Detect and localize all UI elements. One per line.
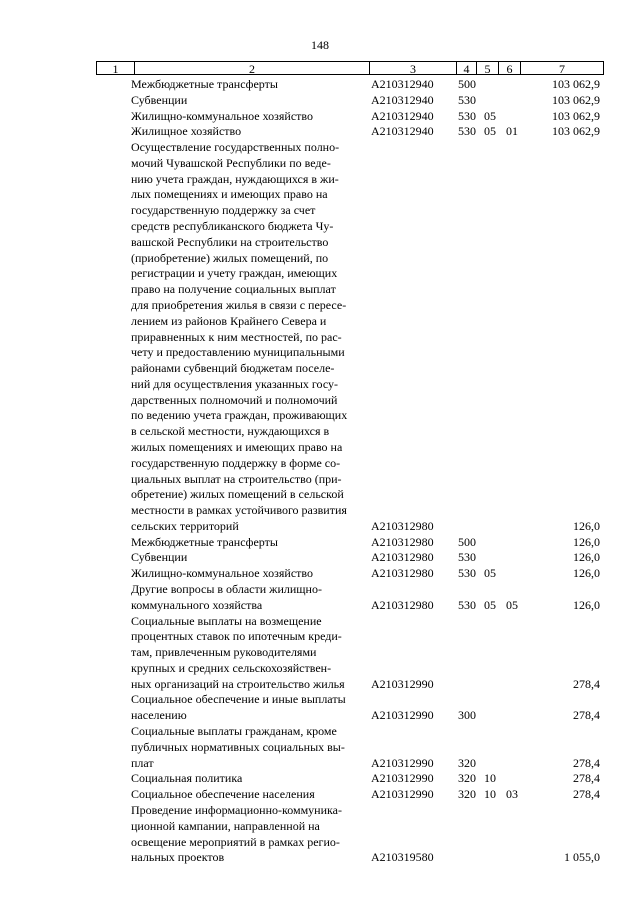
row-col-6: 01 (506, 124, 518, 139)
row-name-line: плат (131, 755, 154, 770)
row-name-line: районами субвенций бюджетам поселе- (131, 361, 335, 376)
header-col-4: 4 (456, 61, 476, 75)
row-name-line: местности в рамках устойчивого развития (131, 503, 347, 518)
row-col-4: 320 (458, 755, 476, 770)
page-number: 148 (311, 38, 329, 52)
row-amount: 103 062,9 (552, 77, 600, 91)
row-name-line: ционной кампании, направленной на (131, 818, 320, 833)
row-col-5: 10 (484, 787, 496, 802)
header-col-6: 6 (498, 61, 520, 75)
row-col-5: 05 (484, 597, 496, 612)
row-amount: 103 062,9 (552, 108, 600, 123)
row-name-line: крупных и средних сельскохозяйствен- (131, 660, 332, 675)
table-row (0, 582, 640, 614)
row-name (131, 140, 364, 535)
row-code: А210312990 (371, 708, 434, 723)
row-name-line: вашской Республики на строительство (131, 234, 329, 249)
header-col-5: 5 (476, 61, 498, 75)
row-name (131, 124, 364, 140)
row-code: А210312990 (371, 755, 434, 770)
row-name-line: населению (131, 708, 187, 723)
table-row (0, 787, 640, 803)
row-name-line: для приобретения жилья в связи с пересе- (131, 297, 347, 312)
table-row (0, 614, 640, 693)
header-col-7: 7 (520, 61, 604, 75)
table-row (0, 535, 640, 551)
row-code: А210312980 (371, 534, 434, 549)
row-name (131, 582, 364, 614)
row-amount: 278,4 (573, 755, 600, 770)
row-name-line: обретение) жилых помещений в сельской (131, 487, 344, 502)
row-name-line: в сельской местности, нуждающихся в (131, 424, 330, 439)
row-code: А210312980 (371, 566, 434, 581)
table-row (0, 803, 640, 866)
row-name-line: освещение мероприятий в рамках регио- (131, 834, 340, 849)
row-name-line: Социальное обеспечение и иные выплаты (131, 692, 346, 707)
row-name (131, 787, 364, 803)
row-name-line: лых помещениях и имеющих право на (131, 187, 328, 202)
row-code: А210312980 (371, 597, 434, 612)
row-name-line: Межбюджетные трансферты (131, 534, 278, 549)
row-name (131, 535, 364, 551)
row-amount: 278,4 (573, 708, 600, 723)
row-name (131, 692, 364, 724)
row-name-line: коммунального хозяйства (131, 597, 263, 612)
row-amount: 126,0 (573, 597, 600, 612)
row-col-5: 05 (484, 566, 496, 581)
row-name-line: по ведению учета граждан, проживающих (131, 408, 348, 423)
row-name (131, 724, 364, 771)
row-name-line: дарственных полномочий и полномочий (131, 392, 338, 407)
row-col-5: 10 (484, 771, 496, 786)
row-name-line: регистрации и учету граждан, имеющих (131, 266, 338, 281)
row-col-4: 530 (458, 108, 476, 123)
row-col-4: 530 (458, 597, 476, 612)
row-name-line: публичных нормативных социальных вы- (131, 739, 345, 754)
row-col-4: 500 (458, 77, 476, 91)
row-name-line: государственную поддержку в форме со- (131, 455, 341, 470)
header-col-1: 1 (96, 61, 134, 75)
table-header (96, 61, 604, 76)
row-name-line: Социальная политика (131, 771, 243, 786)
row-name-line: Социальное обеспечение населения (131, 787, 315, 802)
row-name (131, 109, 364, 125)
row-name (131, 566, 364, 582)
row-name-line: Жилищное хозяйство (131, 124, 242, 139)
row-name-line: Осуществление государственных полно- (131, 140, 340, 155)
table-row (0, 93, 640, 109)
row-name (131, 550, 364, 566)
row-col-6: 03 (506, 787, 518, 802)
row-name-line: государственную поддержку за счет (131, 203, 316, 218)
table-row (0, 566, 640, 582)
row-name-line: Межбюджетные трансферты (131, 77, 278, 91)
row-col-4: 320 (458, 771, 476, 786)
row-code: А210312940 (371, 92, 434, 107)
table-body (0, 77, 640, 866)
row-name-line: Субвенции (131, 550, 188, 565)
row-name-line: чету и предоставлению муниципальными (131, 345, 345, 360)
row-col-5: 05 (484, 124, 496, 139)
row-code: А210312990 (371, 771, 434, 786)
row-name-line: средств республиканского бюджета Чу- (131, 219, 334, 234)
row-name-line: ных организаций на строительство жилья (131, 676, 345, 691)
row-name-line: Проведение информационно-коммуника- (131, 802, 342, 817)
row-code: А210312990 (371, 676, 434, 691)
row-name-line: Жилищно-коммунальное хозяйство (131, 566, 314, 581)
table-row (0, 109, 640, 125)
row-col-4: 500 (458, 534, 476, 549)
row-name-line: нальных проектов (131, 850, 225, 865)
header-col-3: 3 (369, 61, 456, 75)
table-row (0, 550, 640, 566)
row-amount: 103 062,9 (552, 124, 600, 139)
row-code: А210312980 (371, 518, 434, 533)
row-col-4: 530 (458, 566, 476, 581)
row-col-4: 530 (458, 124, 476, 139)
row-name-line: Социальные выплаты на возмещение (131, 613, 322, 628)
row-name (131, 77, 364, 93)
row-name-line: Другие вопросы в области жилищно- (131, 582, 322, 596)
row-amount: 278,4 (573, 771, 600, 786)
row-name (131, 93, 364, 109)
row-name-line: Социальные выплаты гражданам, кроме (131, 724, 337, 739)
header-col-2: 2 (134, 61, 369, 75)
row-name-line: нию учета граждан, нуждающихся в жи- (131, 171, 339, 186)
row-name-line: там, привлеченным руководителями (131, 645, 317, 660)
table-row (0, 771, 640, 787)
row-code: А210312940 (371, 77, 434, 91)
row-name (131, 614, 364, 693)
row-name-line: лением из районов Крайнего Севера и (131, 313, 327, 328)
row-name-line: мочий Чувашской Республики по веде- (131, 155, 331, 170)
row-name (131, 803, 364, 866)
row-col-4: 320 (458, 787, 476, 802)
row-name-line: процентных ставок по ипотечным креди- (131, 629, 342, 644)
row-code: А210312980 (371, 550, 434, 565)
row-amount: 126,0 (573, 550, 600, 565)
row-amount: 278,4 (573, 787, 600, 802)
row-code: А210312940 (371, 124, 434, 139)
row-name-line: ний для осуществления указанных госу- (131, 376, 338, 391)
row-amount: 126,0 (573, 566, 600, 581)
row-name (131, 771, 364, 787)
row-name-line: Субвенции (131, 92, 188, 107)
row-name-line: Жилищно-коммунальное хозяйство (131, 108, 314, 123)
row-name-line: жилых помещениях и имеющих право на (131, 439, 343, 454)
row-name-line: сельских территорий (131, 518, 239, 533)
table-row (0, 77, 640, 93)
row-amount: 126,0 (573, 534, 600, 549)
row-code: А210312940 (371, 108, 434, 123)
row-name-line: (приобретение) жилых помещений, по (131, 250, 329, 265)
row-amount: 103 062,9 (552, 92, 600, 107)
row-col-5: 05 (484, 108, 496, 123)
row-amount: 1 055,0 (564, 850, 600, 865)
row-name-line: приравненных к ним местностей, по рас- (131, 329, 342, 344)
row-col-4: 530 (458, 550, 476, 565)
row-col-4: 530 (458, 92, 476, 107)
row-amount: 126,0 (573, 518, 600, 533)
row-col-4: 300 (458, 708, 476, 723)
row-code: А210312990 (371, 787, 434, 802)
row-col-6: 05 (506, 597, 518, 612)
table-row (0, 692, 640, 724)
row-amount: 278,4 (573, 676, 600, 691)
row-name-line: право на получение социальных выплат (131, 282, 336, 297)
table-row (0, 124, 640, 140)
table-row (0, 724, 640, 771)
row-code: А210319580 (371, 850, 434, 865)
row-name-line: циальных выплат на строительство (при- (131, 471, 342, 486)
table-row (0, 140, 640, 535)
